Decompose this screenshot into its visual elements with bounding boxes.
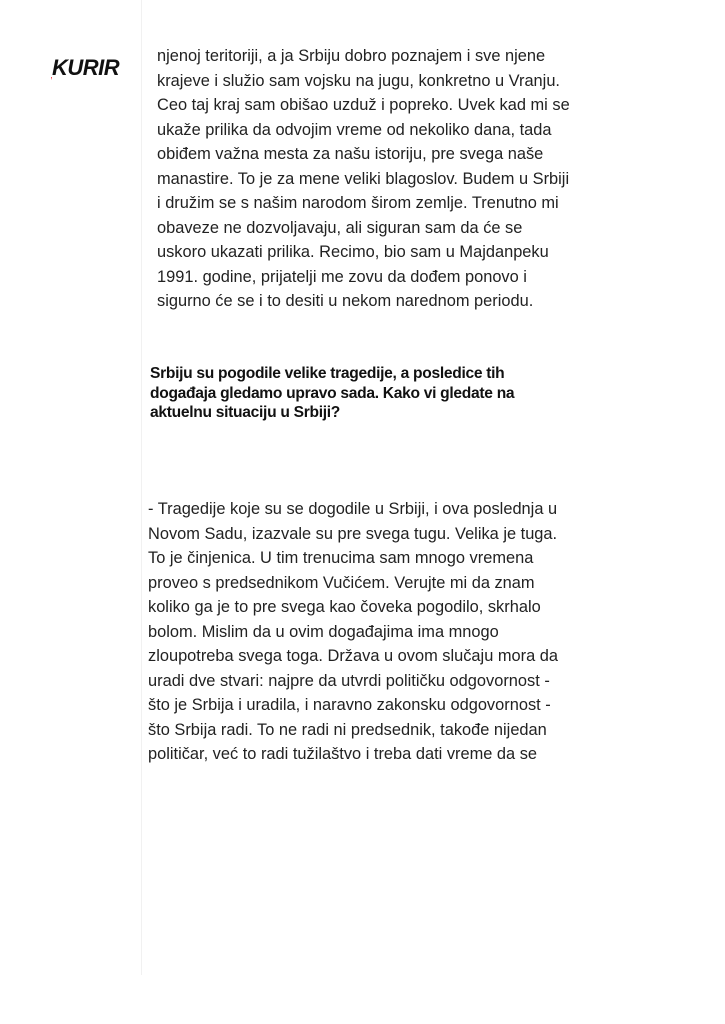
article-paragraph-1 bbox=[157, 44, 587, 314]
paragraph-line: obaveze ne dozvoljavaju, ali siguran sam da će se bbox=[157, 218, 523, 237]
paragraph-line: Novom Sadu, izazvale su pre svega tugu. Velika je tuga. bbox=[148, 524, 558, 543]
paragraph-line: bolom. Mislim da u ovim događajima ima mnogo bbox=[148, 622, 499, 641]
paragraph-line: 1991. godine, prijatelji me zovu da dođem ponovo i bbox=[157, 267, 527, 286]
paragraph-line: što Srbija radi. To ne radi ni predsednik, takođe nijedan bbox=[148, 720, 547, 739]
kurir-logo[interactable] bbox=[51, 54, 121, 84]
paragraph-line: obiđem važna mesta za našu istoriju, pre svega naše bbox=[157, 145, 544, 163]
paragraph-line: Ceo taj kraj sam obišao uzduž i popreko. Uvek kad mi se bbox=[157, 96, 570, 114]
paragraph-line: - Tragedije koje su se dogodile u Srbiji, i ova poslednja u bbox=[148, 500, 558, 518]
question-line: Srbiju su pogodile velike tragedije, a posledice tih bbox=[150, 365, 505, 382]
paragraph-line: manastire. To je za mene veliki blagoslov. Budem u Srbiji bbox=[157, 169, 570, 188]
article-paragraph-2 bbox=[148, 497, 578, 767]
kurir-logo-text: KURIR bbox=[52, 55, 120, 80]
paragraph-line: koliko ga je to pre svega kao čoveka pogodilo, skrhalo bbox=[148, 598, 541, 616]
paragraph-line: To je činjenica. U tim trenucima sam mnogo vremena bbox=[148, 549, 534, 567]
paragraph-line: ukaže prilika da odvojim vreme od nekoliko dana, tada bbox=[157, 120, 552, 139]
paragraph-line: krajeve i služio sam vojsku na jugu, konkretno u Vranju. bbox=[157, 71, 560, 90]
paragraph-line: političar, već to radi tužilaštvo i treba dati vreme da se bbox=[148, 745, 538, 763]
paragraph-line: proveo s predsednikom Vučićem. Verujte mi da znam bbox=[148, 573, 535, 592]
interview-question bbox=[150, 364, 570, 423]
question-line: događaja gledamo upravo sada. Kako vi gledate na bbox=[150, 384, 515, 402]
paragraph-line: sigurno će se i to desiti u nekom narednom periodu. bbox=[157, 292, 534, 310]
paragraph-line: što je Srbija i uradila, i naravno zakonsku odgovornost - bbox=[148, 696, 551, 714]
paragraph-line: njenoj teritoriji, a ja Srbiju dobro poznajem i sve njene bbox=[157, 47, 546, 65]
kurir-logo-graphic bbox=[51, 54, 121, 84]
paragraph-line: uradi dve stvari: najpre da utvrdi političku odgovornost - bbox=[148, 671, 550, 690]
paragraph-line: uskoro ukazati prilika. Recimo, bio sam u Majdanpeku bbox=[157, 243, 549, 261]
question-line: aktuelnu situaciju u Srbiji? bbox=[150, 404, 341, 421]
column-divider bbox=[141, 0, 142, 975]
paragraph-line: i družim se s našim narodom širom zemlje. Trenutno mi bbox=[157, 194, 559, 212]
paragraph-line: zloupotreba svega toga. Država u ovom slučaju mora da bbox=[148, 647, 558, 665]
